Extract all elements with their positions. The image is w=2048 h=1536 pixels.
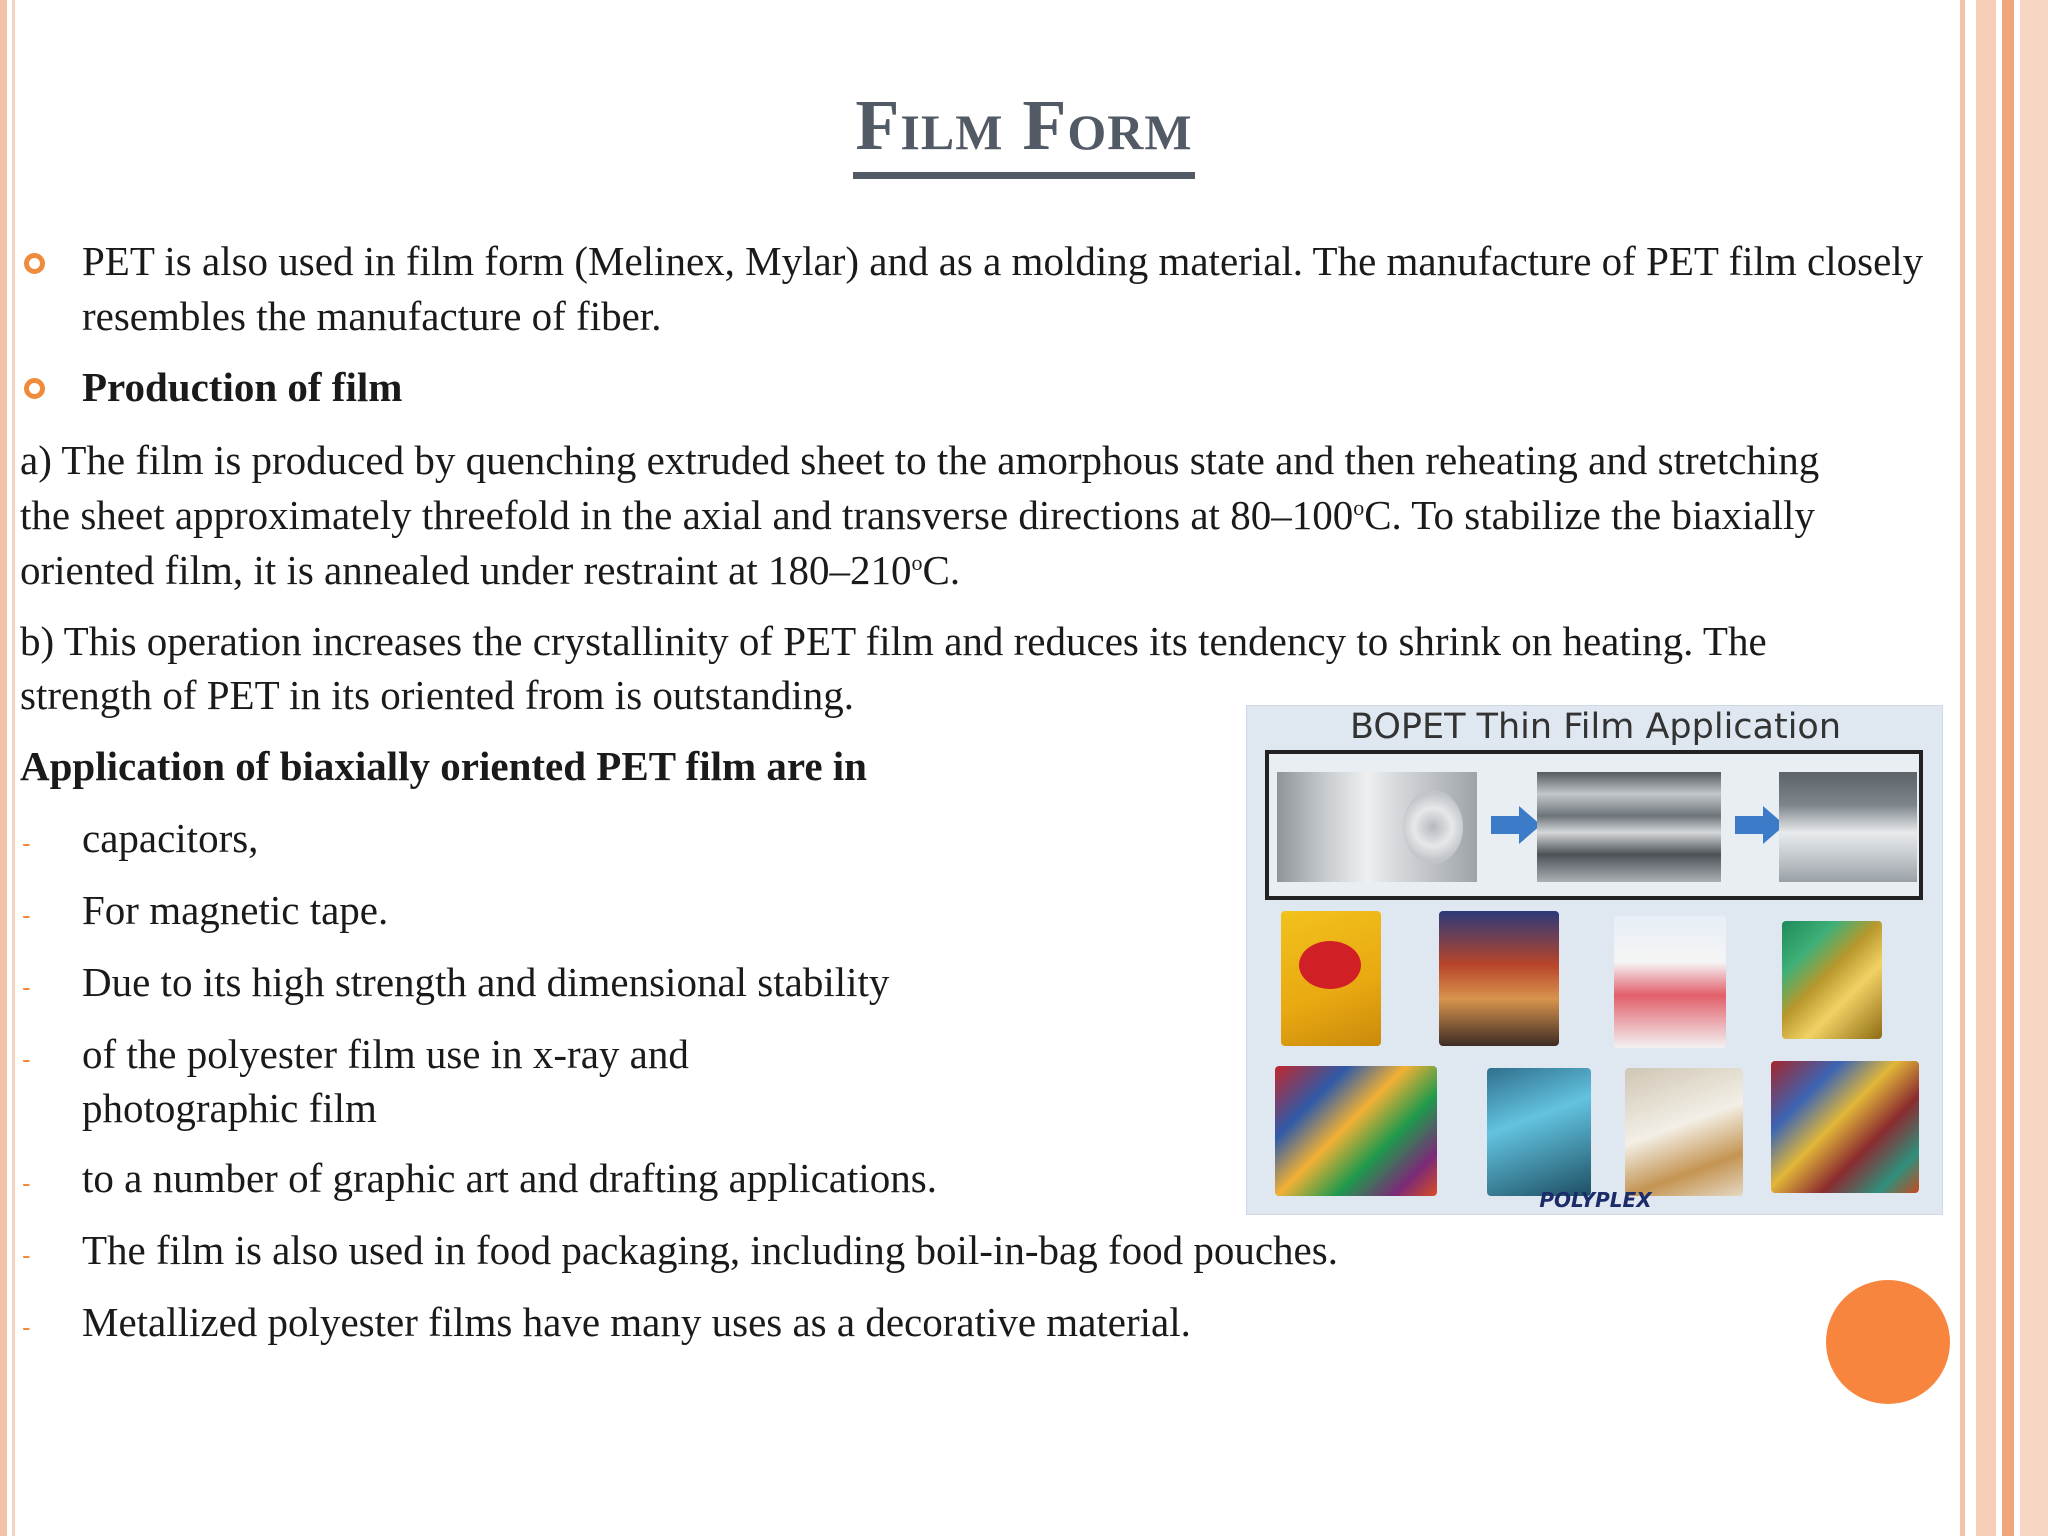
application-item: For magnetic tape. bbox=[82, 887, 389, 933]
slide-title bbox=[0, 78, 2048, 179]
intro-paragraph: PET is also used in film form (Melinex, Mylar) and as a molding material. The manufacture of PET film closely resembles the manufacture of fiber. bbox=[82, 238, 1924, 339]
candy-bar-image bbox=[1625, 1068, 1743, 1196]
applications-heading: Application of biaxially oriented PET film are in bbox=[20, 743, 867, 789]
application-item: The film is also used in food packaging, including boil-in-bag food pouches. bbox=[82, 1227, 1338, 1273]
dash-marker: - bbox=[22, 1168, 31, 1198]
bullet-circle-icon bbox=[24, 378, 45, 399]
application-item: Due to its high strength and dimensional stability bbox=[82, 959, 890, 1005]
paragraph-b-line-1: b) This operation increases the crystallinity of PET film and reduces its tendency to shrink on heating. The bbox=[20, 618, 1767, 664]
slitting-machine-photo bbox=[1537, 772, 1721, 882]
dash-marker: - bbox=[22, 1312, 31, 1342]
decorative-orange-circle bbox=[1826, 1280, 1950, 1404]
slide-title-text: Film Form bbox=[853, 78, 1194, 179]
application-item-continued: photographic film bbox=[82, 1085, 377, 1131]
right-border-stripe-2 bbox=[1976, 0, 1996, 1536]
paragraph-a-line-2: the sheet approximately threefold in the axial and transverse directions at 80–100$^o$C. To stabilize the biaxially bbox=[20, 492, 1815, 538]
application-item: capacitors, bbox=[82, 815, 259, 861]
snack-packages-image bbox=[1275, 1066, 1437, 1196]
metallized-rolls-image bbox=[1782, 921, 1882, 1039]
paragraph-a-line-3: oriented film, it is annealed under restraint at 180–210$^o$C. bbox=[20, 547, 961, 593]
right-border-stripe-4 bbox=[2020, 0, 2048, 1536]
right-border-stripe-3 bbox=[2002, 0, 2014, 1536]
application-item: of the polyester film use in x-ray and bbox=[82, 1031, 689, 1077]
left-border-stripe bbox=[0, 0, 7, 1536]
dash-marker: - bbox=[22, 828, 31, 858]
chips-bag-image bbox=[1281, 911, 1381, 1046]
spout-pouch-image bbox=[1614, 916, 1726, 1048]
paragraph-a-line-1: a) The film is produced by quenching extruded sheet to the amorphous state and then reheating and stretching bbox=[20, 437, 1820, 483]
dash-marker: - bbox=[22, 900, 31, 930]
dash-marker: - bbox=[22, 1240, 31, 1270]
left-border-stripe-thin bbox=[12, 0, 15, 1536]
warehouse-photo bbox=[1779, 772, 1917, 882]
blue-pouch-image bbox=[1487, 1068, 1591, 1196]
assorted-packaging-image bbox=[1771, 1061, 1919, 1193]
paragraph-b-line-2: strength of PET in its oriented from is outstanding. bbox=[20, 672, 854, 718]
application-item: Metallized polyester films have many uses as a decorative material. bbox=[82, 1299, 1191, 1345]
production-heading: Production of film bbox=[82, 364, 403, 410]
dash-marker: - bbox=[22, 972, 31, 1002]
application-item: to a number of graphic art and drafting applications. bbox=[82, 1155, 938, 1201]
bopet-application-figure bbox=[1246, 705, 1943, 1215]
right-border-stripe-1 bbox=[1960, 0, 1965, 1536]
pet-food-bag-image bbox=[1439, 911, 1559, 1046]
figure-title: BOPET Thin Film Application bbox=[1349, 707, 1842, 747]
dash-marker: - bbox=[22, 1044, 31, 1074]
film-roll-photo bbox=[1277, 772, 1477, 882]
bullet-circle-icon bbox=[24, 253, 45, 274]
process-strip bbox=[1265, 750, 1923, 900]
polyplex-logo: POLYPLEX bbox=[1539, 1188, 1652, 1212]
